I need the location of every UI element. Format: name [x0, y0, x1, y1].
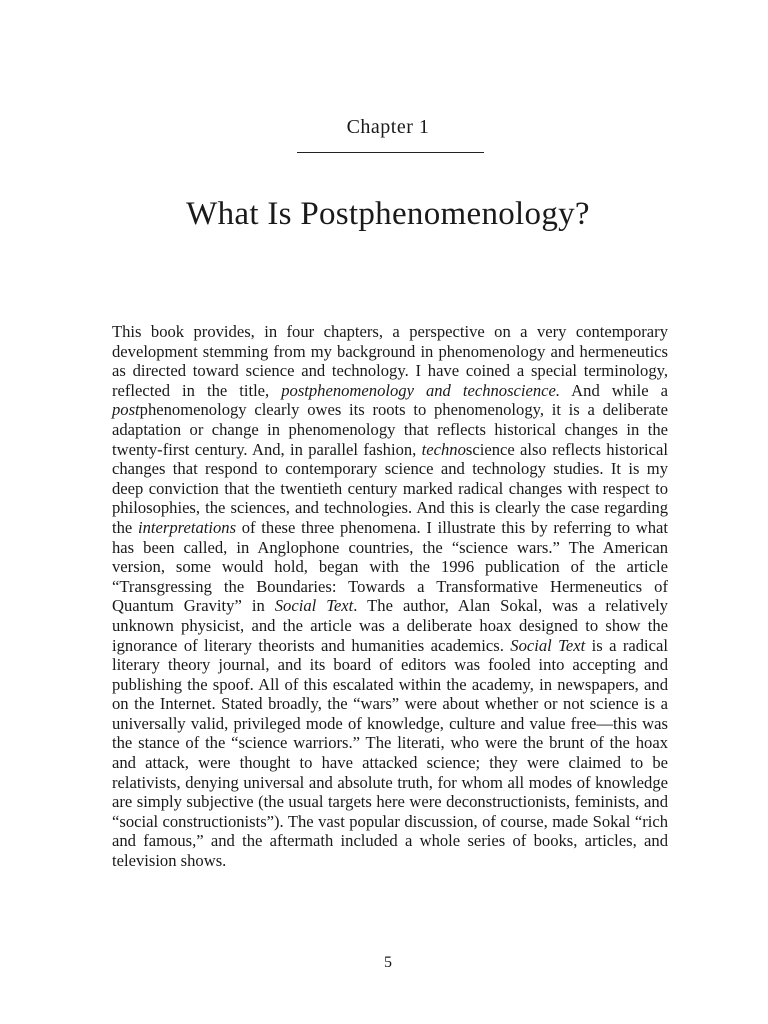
- italic-book-title: postphenomenology and technoscience.: [281, 380, 561, 400]
- body-text-segment: is a radical literary theory journal, and its board of editors was fooled into accepting and publishing the spoof. All of this escalated within the academy, in newspapers, and on the Internet. Stated broadly, the “wars” were about whether or not science is a universally valid, privileged mode of knowledge, culture and value free—this was the stance of the “science warriors.” The literati, who were the brunt of the hoax and attack, were thought to have attacked science; they were claimed to be relativists, denying universal and absolute truth, for whom all modes of knowledge are simply subjective (the usual targets here were deconstructionists, feminists, and “social constructionists”). The vast popular discussion, of course, made Sokal “rich and famous,” and the aftermath included a whole series of books, articles, and television shows.: [112, 635, 668, 871]
- body-paragraph: [112, 322, 668, 871]
- chapter-rule: [297, 152, 484, 153]
- italic-interpretations: interpretations: [138, 517, 237, 537]
- chapter-label: Chapter 1: [346, 116, 430, 138]
- body-text-segment: science also reflects historical changes that respond to contemporary science and technology studies. It is my deep conviction that the twentieth century marked radical changes with respect to philosophies, the sciences, and technologies. And this is clearly the case regarding the: [112, 439, 668, 537]
- italic-prefix-techno: techno: [421, 439, 466, 459]
- body-text-segment: of these three phenomena. I illustrate this by referring to what has been called, in Anglophone countries, the “science wars.” The American version, some would hold, began with the 1996 publication of the article “Transgressing the Boundaries: Towards a Transformative Hermeneutics of Quantum Gravity” in: [112, 517, 668, 616]
- body-text-segment: And while a: [560, 380, 668, 400]
- italic-prefix-post: post: [112, 400, 140, 420]
- italic-journal-name: Social Text: [274, 596, 354, 616]
- body-text-segment: . The author, Alan Sokal, was a relatively unknown physicist, and the article was a deliberate hoax designed to show the ignorance of literary theorists and humanities academics.: [112, 596, 668, 655]
- body-text-segment: phenomenology clearly owes its roots to phenomenology, it is a deliberate adaptation or change in phenomenology that reflects historical changes in the twenty-first century. And, in parallel fashion,: [112, 400, 668, 459]
- italic-journal-name: Social Text: [510, 635, 586, 655]
- page-number: 5: [384, 954, 392, 971]
- body-text-segment: This book provides, in four chapters, a perspective on a very contemporary development stemming from my background in phenomenology and hermeneutics as directed toward science and technology. I have coined a special terminology, reflected in the title,: [112, 322, 668, 400]
- chapter-title: What Is Postphenomenology?: [186, 196, 590, 232]
